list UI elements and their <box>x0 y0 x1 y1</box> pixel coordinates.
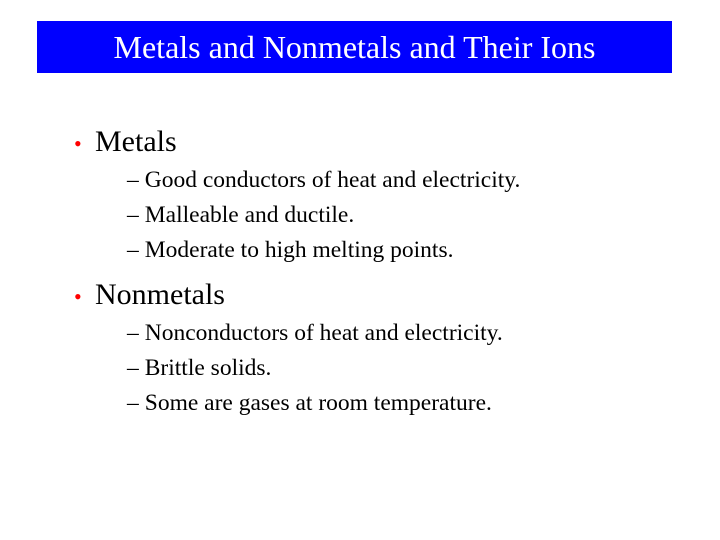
bullet-heading-nonmetals: Nonmetals <box>95 278 225 311</box>
list-item-text: Malleable and ductile. <box>144 202 355 228</box>
dash-marker: – <box>127 390 139 416</box>
bullet-metals <box>74 125 177 161</box>
list-item <box>127 233 520 268</box>
nonmetals-sublist <box>127 316 503 421</box>
slide-title: Metals and Nonmetals and Their Ions <box>37 21 672 73</box>
dash-marker: – <box>127 355 139 381</box>
bullet-marker: • <box>74 131 82 156</box>
list-item <box>127 386 503 421</box>
bullet-heading-metals: Metals <box>95 125 177 158</box>
list-item <box>127 198 520 233</box>
list-item-text: Moderate to high melting points. <box>144 237 454 263</box>
list-item-text: Good conductors of heat and electricity. <box>144 167 521 193</box>
list-item-text: Some are gases at room temperature. <box>144 390 492 416</box>
metals-sublist <box>127 163 520 268</box>
bullet-marker: • <box>74 284 82 309</box>
dash-marker: – <box>127 202 139 228</box>
list-item-text: Brittle solids. <box>144 355 272 381</box>
dash-marker: – <box>127 320 139 346</box>
dash-marker: – <box>127 167 139 193</box>
bullet-nonmetals <box>74 278 225 314</box>
list-item <box>127 316 503 351</box>
list-item <box>127 163 520 198</box>
dash-marker: – <box>127 237 139 263</box>
list-item <box>127 351 503 386</box>
list-item-text: Nonconductors of heat and electricity. <box>144 320 503 346</box>
